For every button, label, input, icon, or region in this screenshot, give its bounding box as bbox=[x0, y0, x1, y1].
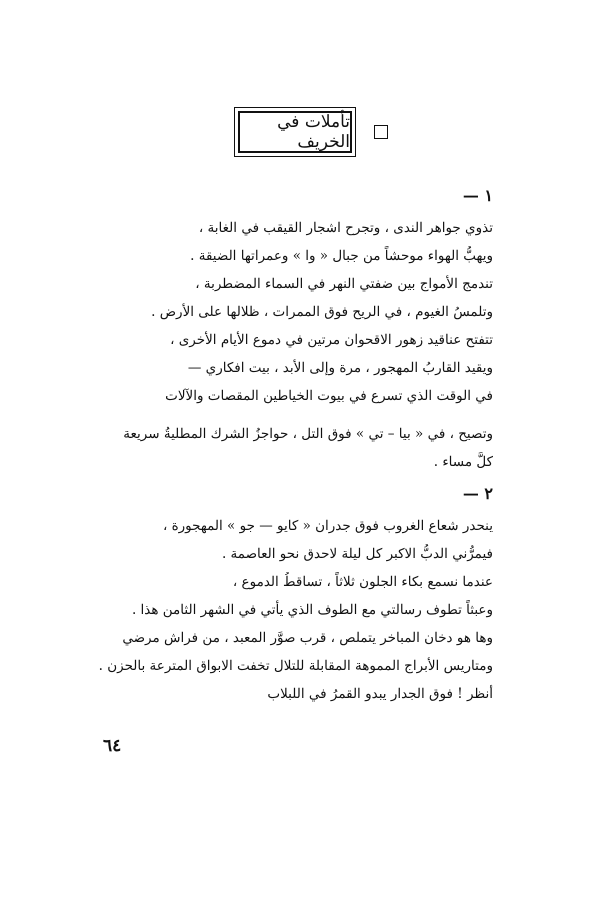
title-square-icon bbox=[374, 125, 388, 139]
poem-line: ومتاريس الأبراج المموهة المقابلة للتلال تخفت الابواق المترعة بالحزن . bbox=[98, 658, 493, 674]
section-marker-2: ٢ — bbox=[462, 484, 493, 503]
section-marker-1: ١ — bbox=[462, 186, 493, 205]
poem-line: عندما نسمع بكاء الجلون ثلاثاً ، تساقطُ الدموع ، bbox=[232, 574, 493, 590]
poem-line: ويهبُّ الهواء موحشاً من جبال « وا » وعمراتها الضيقة . bbox=[190, 248, 493, 264]
poem-line: كلَّ مساء . bbox=[433, 454, 493, 470]
poem-line: فيمرُّني الدبُّ الاكبر كل ليلة لاحدق نحو العاصمة . bbox=[221, 546, 493, 562]
poem-line: أنظر ! فوق الجدار يبدو القمرُ في اللبلاب bbox=[267, 686, 493, 702]
poem-line: تذوي جواهر الندى ، وتجرح اشجار القيقب في الغابة ، bbox=[198, 220, 493, 236]
poem-line: وعبثاً تطوف رسالتي مع الطوف الذي يأتي في الشهر الثامن هذا . bbox=[131, 602, 493, 618]
poem-title-text: تأملات في الخريف bbox=[277, 112, 350, 152]
poem-line: وتصيح ، في « بيا – تي » فوق التل ، حواجزُ الشرك المطليةُ سريعة bbox=[123, 426, 493, 442]
poem-line: تتفتح عناقيد زهور الاقحوان مرتين في دموع الأيام الأخرى ، bbox=[170, 332, 493, 348]
poem-line: ينحدر شعاع الغروب فوق جدران « كايو — جو » المهجورة ، bbox=[162, 518, 493, 534]
poem-line: تندمج الأمواج بين ضفتي النهر في السماء المضطربة ، bbox=[195, 276, 493, 292]
poem-line: وها هو دخان المباخر يتملص ، قرب صوَّر المعبد ، من فراش مرضي bbox=[122, 630, 493, 646]
poem-line: في الوقت الذي تسرع في بيوت الخياطين المقصات والآلات bbox=[165, 388, 493, 404]
poem-line: وتلمسُ الغيوم ، في الريح فوق الممرات ، ظلالها على الأرض . bbox=[151, 304, 493, 320]
poem-title bbox=[238, 111, 352, 153]
poem-line: ويقيد القاربُ المهجور ، مرة وإلى الأبد ، بيت افكاري — bbox=[187, 360, 493, 376]
page-number: ٦٤ bbox=[103, 736, 122, 756]
